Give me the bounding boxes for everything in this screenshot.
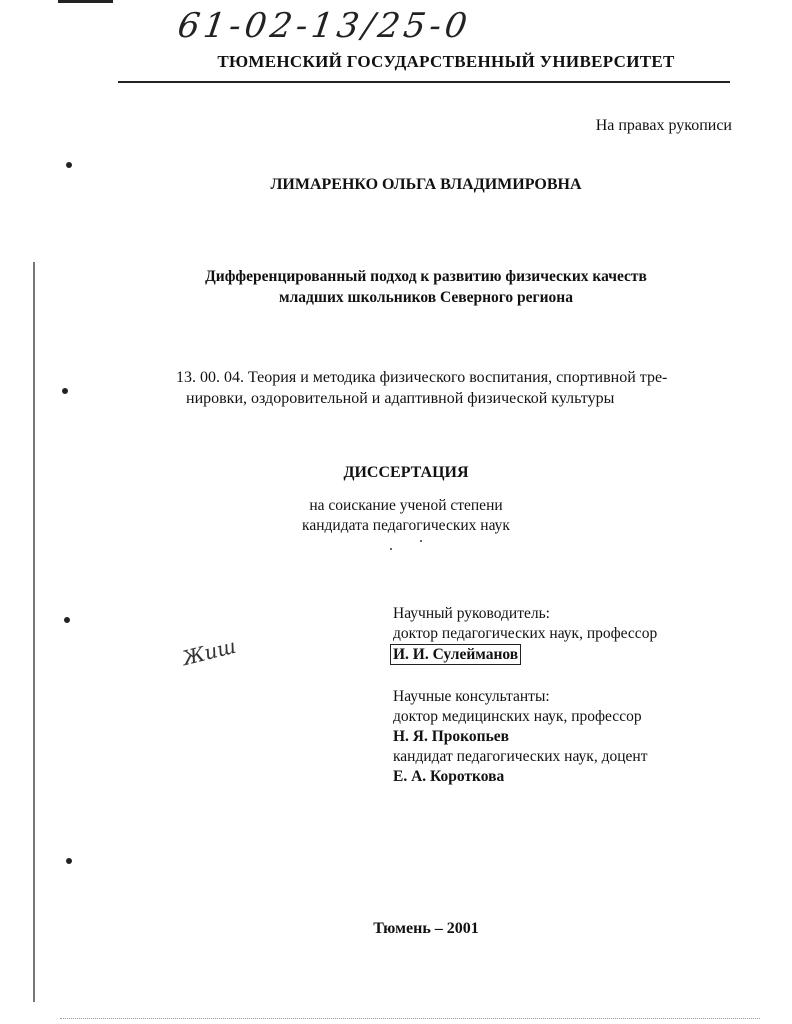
advisors-block xyxy=(393,604,753,787)
specialty-line-2: нировки, оздоровительной и адаптивной физической культуры xyxy=(186,390,615,407)
degree-statement xyxy=(0,496,792,536)
consultants-label: Научные консультанты: xyxy=(393,688,550,705)
scan-edge-mark xyxy=(58,0,113,3)
degree-line-2: кандидата педагогических наук xyxy=(302,517,510,534)
supervisor-label: Научный руководитель: xyxy=(393,605,550,622)
scan-bottom-edge xyxy=(60,1018,760,1020)
rights-note: На правах рукописи xyxy=(595,117,732,134)
handwritten-registration-number: 61-02-13/25-0 xyxy=(175,6,474,46)
scan-speck xyxy=(420,540,422,542)
supervisor-name: И. И. Сулейманов xyxy=(390,644,521,665)
binding-hole-mark xyxy=(64,617,70,623)
scan-speck xyxy=(390,548,392,550)
document-type-heading: ДИССЕРТАЦИЯ xyxy=(343,464,469,481)
consultant-1-name: Н. Я. Прокопьев xyxy=(393,728,510,745)
binding-hole-mark xyxy=(66,858,72,864)
specialty-line-1: 13. 00. 04. Теория и методика физического воспитания, спортивной тре- xyxy=(176,369,668,386)
specialty-code xyxy=(176,367,736,409)
degree-line-1: на соискание ученой степени xyxy=(309,497,503,514)
binding-hole-mark xyxy=(62,388,68,394)
scan-margin-line xyxy=(33,262,35,1002)
handwritten-signature: Жиш xyxy=(179,633,239,671)
consultant-1-position: доктор медицинских наук, профессор xyxy=(393,708,642,725)
binding-hole-mark xyxy=(66,162,72,168)
consultant-2-position: кандидат педагогических наук, доцент xyxy=(393,748,648,765)
header-divider xyxy=(118,81,730,83)
supervisor-position: доктор педагогических наук, профессор xyxy=(393,625,658,642)
thesis-title-line-1: Дифференцированный подход к развитию физических качеств xyxy=(205,268,647,285)
author-name: ЛИМАРЕНКО ОЛЬГА ВЛАДИМИРОВНА xyxy=(270,176,582,193)
city-year: Тюмень – 2001 xyxy=(373,920,479,937)
thesis-title xyxy=(0,266,792,308)
thesis-title-line-2: младших школьников Северного региона xyxy=(279,289,573,306)
university-name: ТЮМЕНСКИЙ ГОСУДАРСТВЕННЫЙ УНИВЕРСИТЕТ xyxy=(217,52,675,71)
consultant-2-name: Е. А. Короткова xyxy=(393,768,505,785)
